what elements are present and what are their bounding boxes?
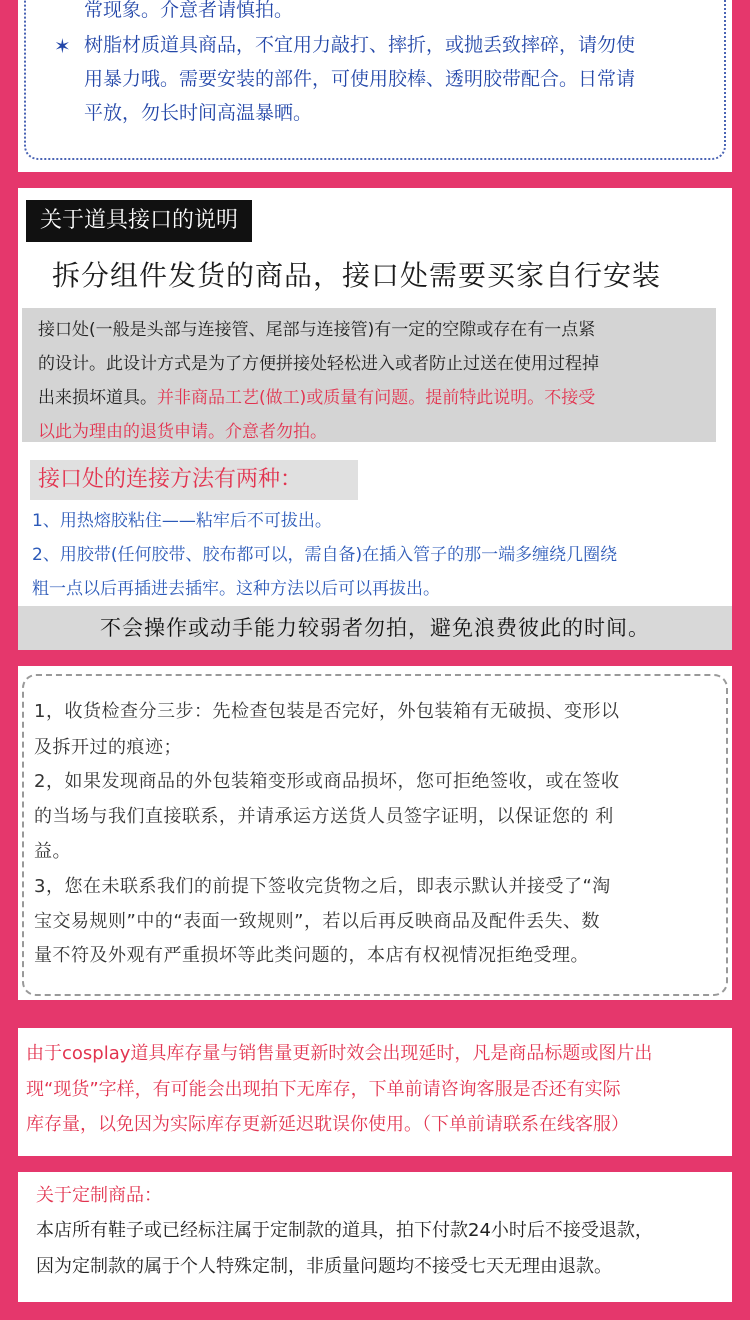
notice-line-4: 平放，勿长时间高温暴晒。 (84, 102, 313, 124)
receipt-line-3: 2，如果发现商品的外包装箱变形或商品损坏，您可拒绝签收，或在签收 (34, 771, 620, 792)
notice-line-2: 树脂材质道具商品，不宜用力敲打、摔折，或抛丢致摔碎，请勿使 (84, 34, 636, 56)
receipt-line-5: 益。 (34, 841, 71, 862)
notice-panel (18, 0, 732, 172)
desc-line-3 (38, 381, 595, 415)
desc-line-3-red: 并非商品工艺(做工)或质量有问题。提前特此说明。不接受 (157, 388, 596, 408)
desc-line-3-dark: 出来损坏道具。 (38, 388, 157, 408)
method-2-line-1: 2、用胶带(任何胶带、胶布都可以，需自备)在插入管子的那一端多缠绕几圈绕 (32, 545, 618, 565)
interface-desc-box (22, 308, 716, 442)
stock-panel (18, 1028, 732, 1156)
stock-line-3: 库存量，以免因为实际库存更新延迟耽误你使用。（下单前请联系在线客服） (26, 1114, 629, 1135)
section-label: 关于道具接口的说明 (26, 200, 252, 242)
warning-bar: 不会操作或动手能力较弱者勿拍，避免浪费彼此的时间。 (18, 606, 732, 650)
method-2-line-2: 粗一点以后再插进去插牢。这种方法以后可以再拔出。 (32, 579, 440, 599)
receipt-line-4: 的当场与我们直接联系，并请承运方送货人员签字证明，以保证您的 利 (34, 806, 614, 827)
receipt-line-1: 1，收货检查分三步：先检查包装是否完好，外包装箱有无破损、变形以 (34, 701, 620, 722)
stock-line-1: 由于cosplay道具库存量与销售量更新时效会出现延时，凡是商品标题或图片出 (26, 1043, 653, 1064)
stock-line-2: 现“现货”字样，有可能会出现拍下无库存，下单前请咨询客服是否还有实际 (26, 1079, 621, 1100)
receipt-line-6: 3，您在未联系我们的前提下签收完货物之后，即表示默认并接受了“淘 (34, 876, 611, 897)
receipt-line-7: 宝交易规则”中的“表面一致规则”，若以后再反映商品及配件丢失、数 (34, 911, 600, 932)
desc-line-4: 以此为理由的退货申请。介意者勿拍。 (38, 422, 327, 442)
receipt-line-2: 及拆开过的痕迹； (34, 737, 182, 758)
receipt-panel (18, 666, 732, 1000)
custom-line-2: 因为定制款的属于个人特殊定制，非质量问题均不接受七天无理由退款。 (36, 1256, 612, 1277)
receipt-line-8: 量不符及外观有严重损坏等此类问题的，本店有权视情况拒绝受理。 (34, 945, 589, 966)
custom-panel (18, 1172, 732, 1302)
star-icon: ✶ (54, 34, 71, 58)
methods-label: 接口处的连接方法有两种： (30, 460, 358, 500)
interface-panel (18, 188, 732, 650)
notice-line-3: 用暴力哦。需要安装的部件，可使用胶棒、透明胶带配合。日常请 (84, 68, 636, 90)
method-1: 1、用热熔胶粘住——粘牢后不可拔出。 (32, 511, 332, 531)
interface-headline: 拆分组件发货的商品，接口处需要买家自行安装 (52, 259, 662, 292)
desc-line-2: 的设计。此设计方式是为了方便拼接处轻松进入或者防止过送在使用过程掉 (38, 354, 599, 374)
desc-line-1: 接口处(一般是头部与连接管、尾部与连接管)有一定的空隙或存在有一点紧 (38, 320, 596, 340)
notice-line-1: 常现象。介意者请慎拍。 (84, 0, 294, 21)
custom-line-1: 本店所有鞋子或已经标注属于定制款的道具，拍下付款24小时后不接受退款， (36, 1220, 653, 1241)
custom-title: 关于定制商品： (36, 1185, 162, 1206)
